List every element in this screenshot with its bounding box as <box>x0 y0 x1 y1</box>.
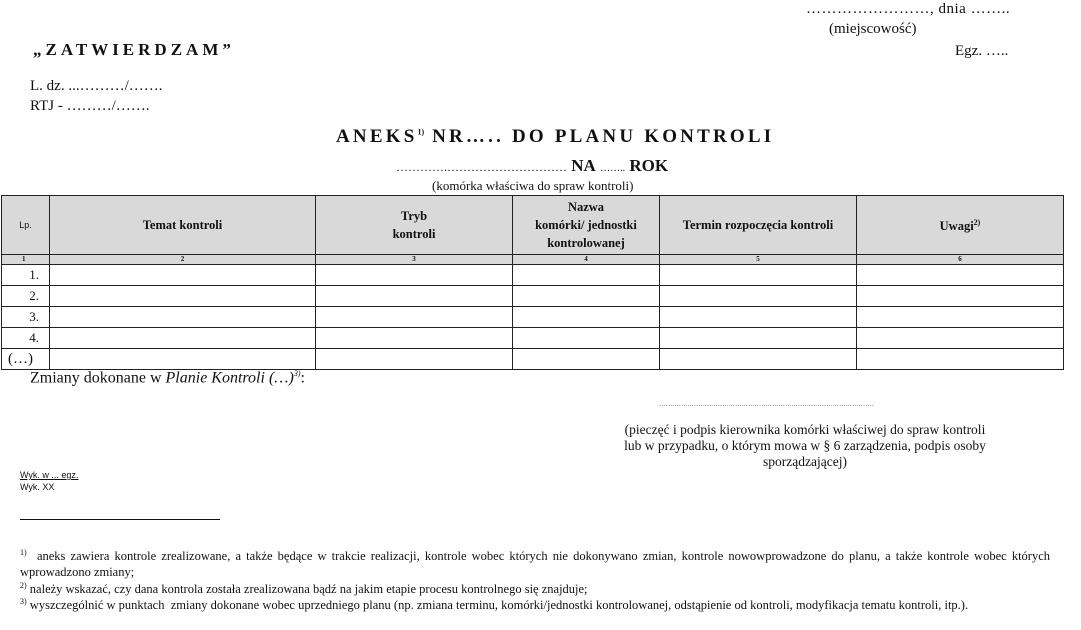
header-tryb-line1: Tryb <box>400 209 428 223</box>
cell-tryb[interactable] <box>316 349 513 370</box>
year-dots: …….. <box>600 163 626 174</box>
changes-italic: Planie Kontroli (…) <box>165 369 294 387</box>
row-number: 1. <box>2 265 50 286</box>
rok-label: ROK <box>629 156 669 175</box>
cell-nazwa[interactable] <box>513 328 660 349</box>
cell-termin[interactable] <box>660 349 857 370</box>
column-number-row <box>2 255 1064 265</box>
unit-year-line <box>396 156 668 176</box>
cell-uwagi[interactable] <box>857 307 1064 328</box>
rtj-field: RTJ - ………/……. <box>30 98 150 114</box>
changes-text: Zmiany dokonane w <box>30 369 166 387</box>
place-date: ……………………, dnia …….. <box>806 1 1011 17</box>
footnote-mark: 3) <box>20 597 27 606</box>
cell-tryb[interactable] <box>316 265 513 286</box>
document-title <box>336 126 774 148</box>
na-label: NA <box>571 156 596 175</box>
cell-temat[interactable] <box>50 328 316 349</box>
cell-uwagi[interactable] <box>857 328 1064 349</box>
col-number: 3 <box>316 255 513 265</box>
signature-line2: lub w przypadku, o którym mowa w § 6 zarządzenia, podpis osoby <box>624 438 986 453</box>
changes-colon: : <box>300 369 305 387</box>
cell-tryb[interactable] <box>316 328 513 349</box>
approve-label: „ZATWIERDZAM” <box>33 40 235 59</box>
header-uwagi-text: Uwagi <box>939 219 974 234</box>
unit-label: (komórka właściwa do spraw kontroli) <box>432 178 634 193</box>
ldz-field: L. dz. ...………/……. <box>30 78 163 94</box>
col-number: 4 <box>513 255 660 265</box>
cell-uwagi[interactable] <box>857 286 1064 307</box>
table-row <box>2 328 1064 349</box>
cell-nazwa[interactable] <box>513 286 660 307</box>
place-label: (miejscowość) <box>829 21 917 37</box>
unit-dots: ………….………………………… <box>396 160 567 174</box>
header-nazwa-line1: Nazwa <box>567 200 605 214</box>
signature-line1: (pieczęć i podpis kierownika komórki właściwej do spraw kontroli <box>624 422 986 437</box>
col-number: 6 <box>857 255 1064 265</box>
cell-temat[interactable] <box>50 286 316 307</box>
header-nazwa-line2: komórki/ jednostki <box>535 218 637 232</box>
header-nazwa <box>513 196 660 255</box>
table-row <box>2 286 1064 307</box>
cell-nazwa[interactable] <box>513 307 660 328</box>
footnote-text: aneks zawiera kontrole zrealizowane, a także będące w trakcie realizacji, kontrole wobec których nie dokonywano zmian, kontrole nowowprowadzone do planu, a także kontrole wobec których wprowadzono zmiany; <box>20 549 1054 580</box>
signature-dots: ……………………………………………………………………………………… <box>659 400 874 408</box>
col-number: 1 <box>2 255 50 265</box>
row-number: 3. <box>2 307 50 328</box>
cell-termin[interactable] <box>660 328 857 349</box>
wyk-author: Wyk. XX <box>20 482 55 492</box>
footnote-mark: 1) <box>20 548 27 557</box>
copy-number: Egz. ….. <box>955 43 1009 59</box>
row-number: 4. <box>2 328 50 349</box>
changes-label <box>30 369 305 387</box>
row-number: (…) <box>2 349 50 370</box>
cell-termin[interactable] <box>660 265 857 286</box>
cell-nazwa[interactable] <box>513 349 660 370</box>
cell-tryb[interactable] <box>316 307 513 328</box>
header-uwagi-mark: 2) <box>973 218 981 228</box>
cell-nazwa[interactable] <box>513 265 660 286</box>
signature-line3: sporządzającej) <box>763 454 847 469</box>
cell-uwagi[interactable] <box>857 349 1064 370</box>
table-row <box>2 265 1064 286</box>
header-tryb-line2: kontroli <box>392 227 436 241</box>
header-uwagi <box>857 196 1064 255</box>
title-footnote-mark: 1) <box>417 127 425 137</box>
cell-temat[interactable] <box>50 307 316 328</box>
header-tryb <box>316 196 513 255</box>
footnote-text: należy wskazać, czy dana kontrola została zrealizowana bądź na jakim etapie procesu kontrolnego się znajduje; <box>26 582 588 597</box>
header-lp: Lp. <box>2 196 50 255</box>
header-temat: Temat kontroli <box>50 196 316 255</box>
control-plan-table <box>1 195 1064 370</box>
cell-tryb[interactable] <box>316 286 513 307</box>
title-rest: NR….. DO PLANU KONTROLI <box>424 126 775 147</box>
footnote-1 <box>20 545 1054 580</box>
table-row <box>2 307 1064 328</box>
row-number: 2. <box>2 286 50 307</box>
cell-temat[interactable] <box>50 349 316 370</box>
footnote-mark: 2) <box>20 581 27 590</box>
changes-mark: 3) <box>293 369 301 378</box>
col-number: 2 <box>50 255 316 265</box>
cell-uwagi[interactable] <box>857 265 1064 286</box>
header-nazwa-line3: kontrolowanej <box>547 236 625 250</box>
footnote-text: wyszczególnić w punktach zmiany dokonane wobec uprzedniego planu (np. zmiana terminu, komórki/jednostki kontrolowanej, odstąpienie od kontroli, modyfikacja tematu kontroli, itp.). <box>26 598 969 613</box>
col-number: 5 <box>660 255 857 265</box>
table-row <box>2 349 1064 370</box>
cell-termin[interactable] <box>660 307 857 328</box>
cell-temat[interactable] <box>50 265 316 286</box>
header-termin: Termin rozpoczęcia kontroli <box>660 196 857 255</box>
wyk-copies: Wyk. w ... egz. <box>20 470 79 480</box>
table-header-row <box>2 196 1064 255</box>
footnote-separator <box>20 519 220 520</box>
title-aneks: ANEKS <box>336 126 418 147</box>
footnote-3 <box>20 594 1050 613</box>
signature-caption <box>600 422 1010 470</box>
cell-termin[interactable] <box>660 286 857 307</box>
